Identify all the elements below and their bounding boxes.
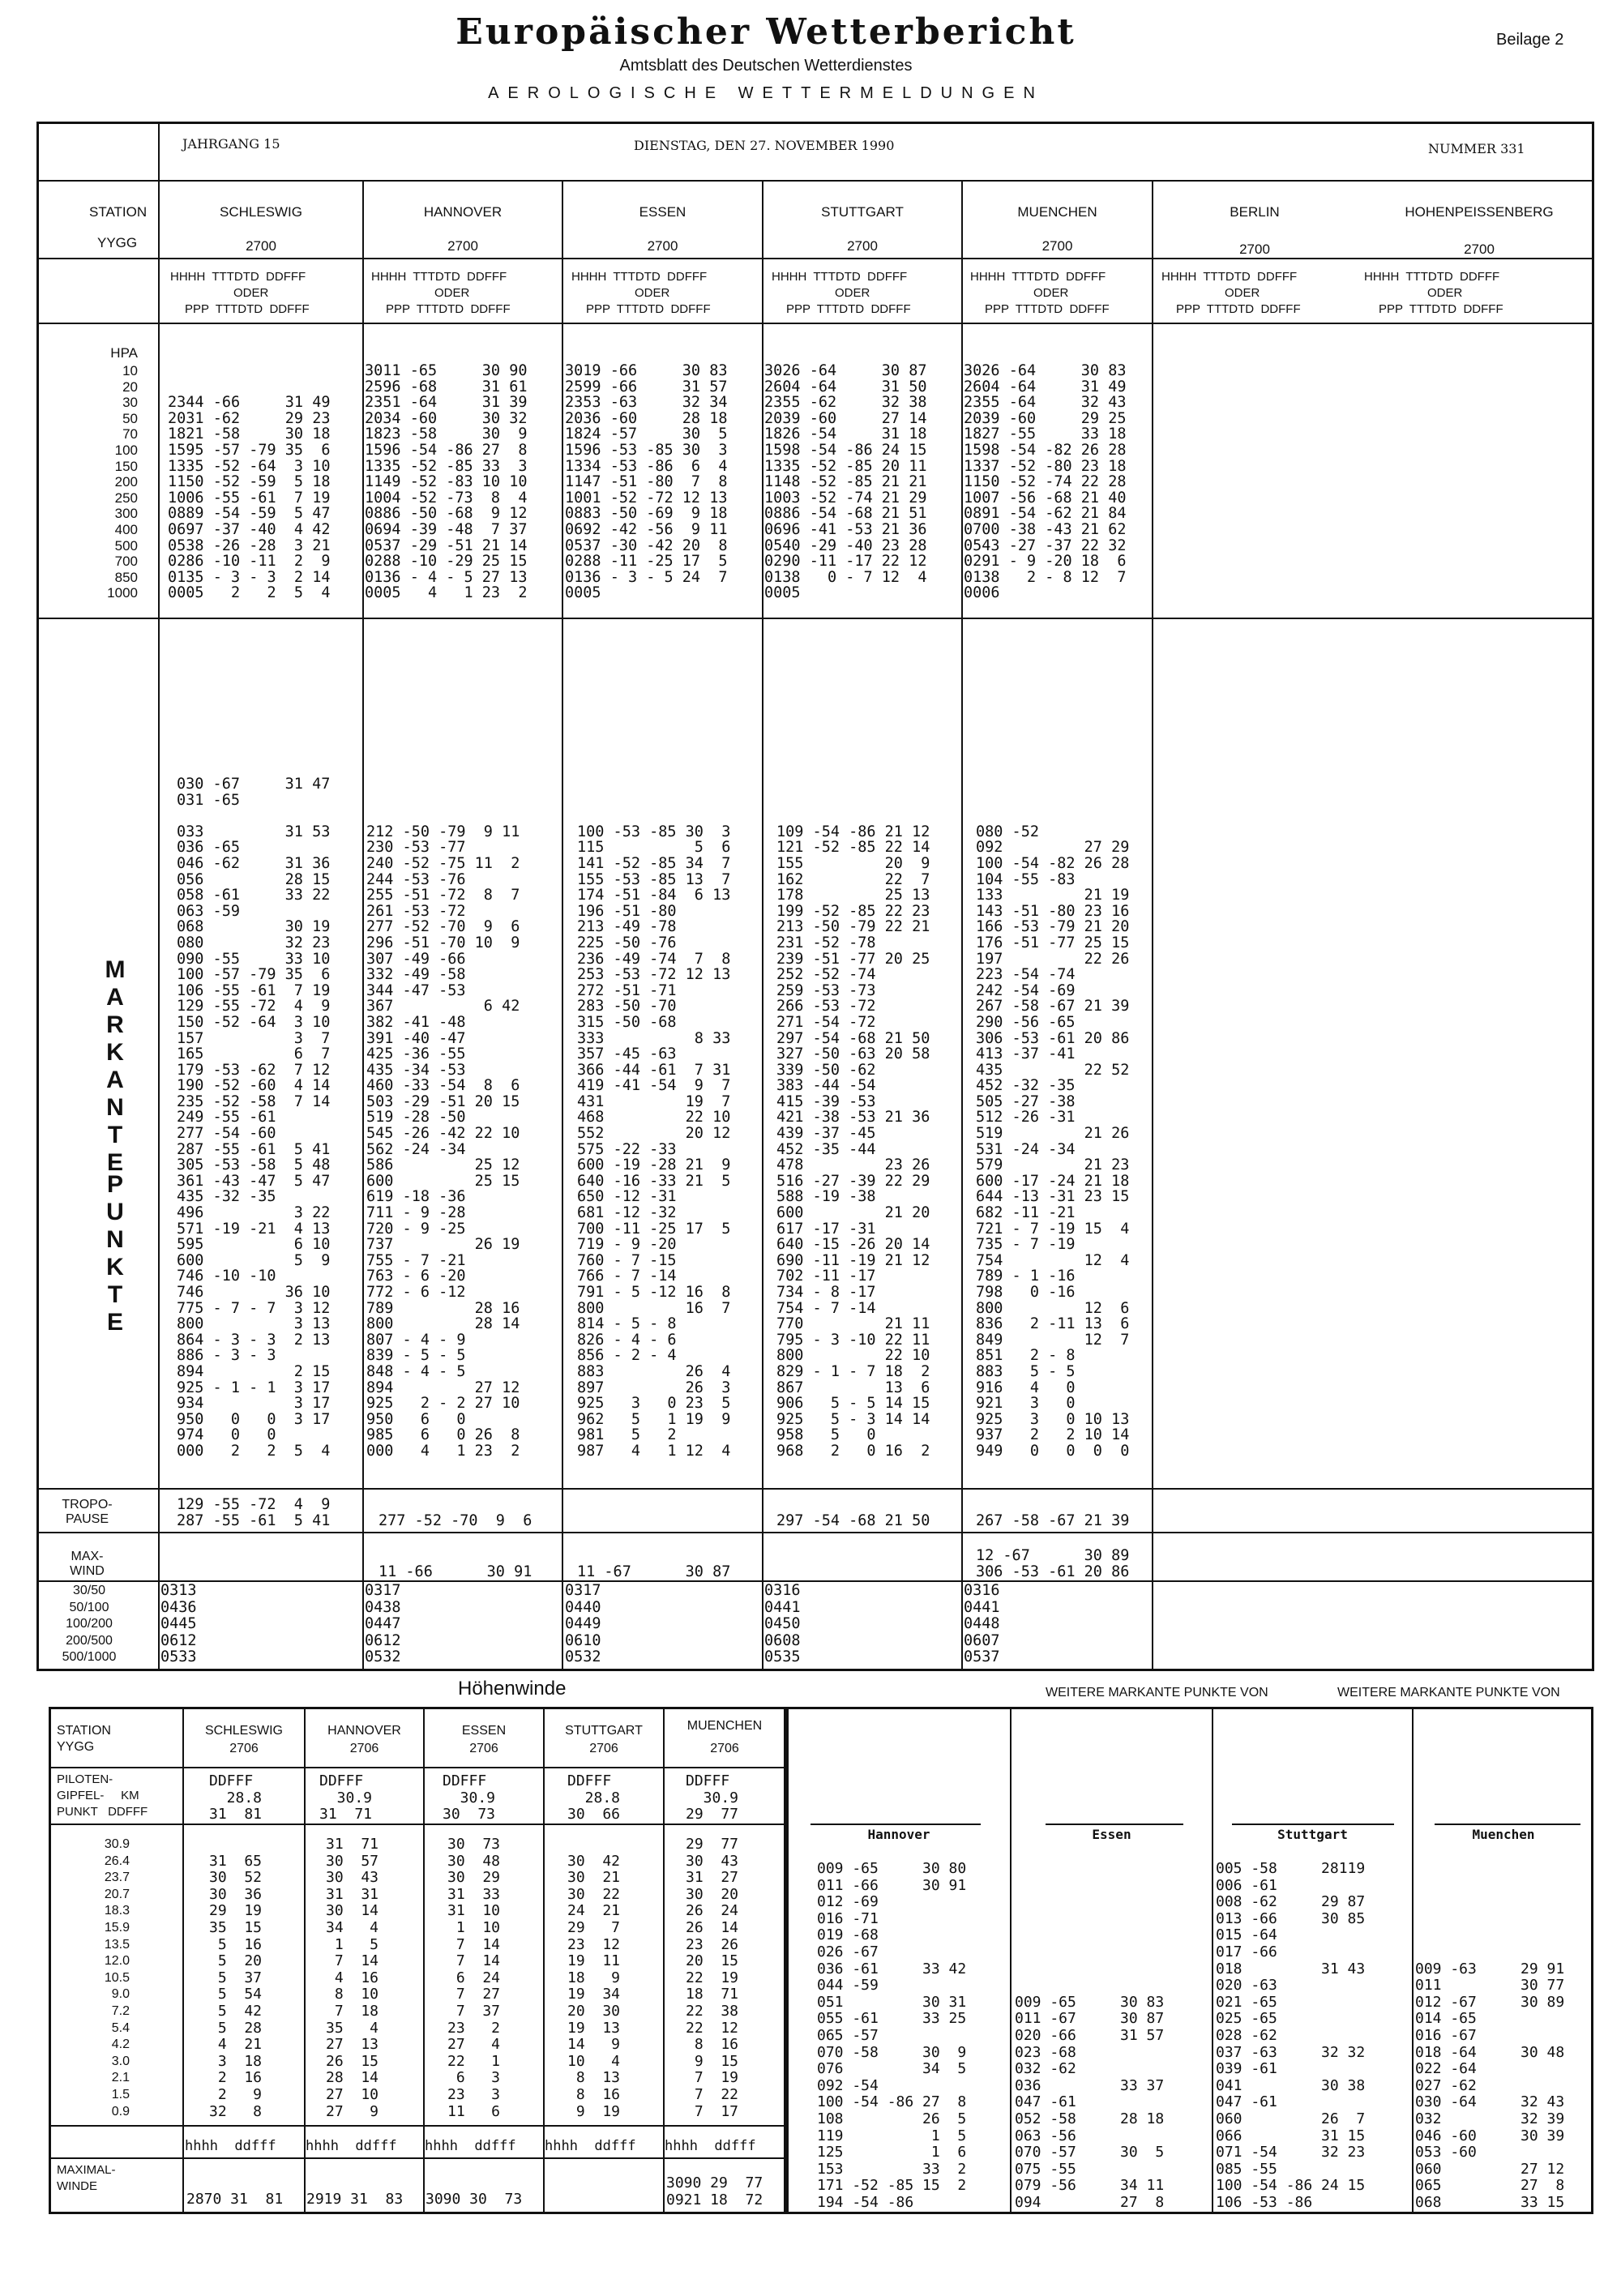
station-muenchen: MUENCHEN: [1017, 204, 1097, 220]
hw-station-stuttgart: STUTTGART: [565, 1724, 643, 1738]
thick-stuttgart: 0316 0441 0450 0608 0535: [764, 1582, 801, 1665]
grid-line: [36, 1532, 1594, 1533]
letter: K: [106, 1254, 124, 1281]
yygg-value: 2700: [1239, 242, 1270, 257]
yygg-value: 2700: [847, 238, 878, 254]
thick-essen: 0317 0440 0449 0610 0532: [565, 1582, 601, 1665]
weitere-station-muenchen: Muenchen: [1472, 1827, 1535, 1842]
page-subtitle: Amtsblatt des Deutschen Wetterdienstes: [619, 57, 913, 75]
grid-line: [362, 180, 364, 1671]
weitere-hannover: 009 -65 30 80 011 -66 30 91 012 -69 016 -71 019 -68 026 -67 036 -61 33 42 044 -59 051 30 31 055 -61 33 25 065 -57 070 -58 30 9 076 34 5 092 -54 100 -54 -86 27 8 108 26 5 119 1 5 125 1 6 153 33 2 171 -52 -85 15 2 194 -54 -86: [817, 1860, 967, 2211]
weitere-muenchen: 009 -63 29 91 011 30 77 012 -67 30 89 014 -65 016 -67 018 -64 30 48 022 -64 027 -62 030 -64 32 43 032 32 39 046 -60 30 39 053 -60 060 27 12 065 27 8 068 33 15: [1415, 1960, 1565, 2211]
grid-line: [49, 2125, 786, 2127]
hw-station-essen: ESSEN: [461, 1724, 507, 1738]
grid-line: [1010, 1707, 1012, 2214]
hw-station-muenchen: MUENCHEN: [686, 1719, 763, 1733]
column-header-top: HHHH TTTDTD DDFFF: [170, 270, 306, 284]
weitere-station-essen: Essen: [1092, 1827, 1131, 1842]
weitere-station-hannover: Hannover: [867, 1827, 930, 1842]
grid-line: [49, 2157, 786, 2159]
hpa-levels: 10 20 30 50 70 100 150 200 250 300 400 500 700 850 1000: [107, 363, 138, 601]
tropo-schleswig: 129 -55 -72 4 9 287 -55 -61 5 41: [177, 1496, 331, 1529]
hhhh-ddfff-header: hhhh ddfff: [425, 2138, 516, 2154]
column-header-bottom: PPP TTTDTD DDFFF: [1176, 302, 1301, 316]
column-header-mid: ODER: [233, 286, 269, 300]
pilot-muenchen: DDFFF 30.9 29 77: [686, 1772, 739, 1824]
markante-muenchen: 080 -52 092 27 29 100 -54 -82 26 28 104 -55 -83 133 21 19 143 -51 -80 23 16 166 -53 -79 21 20 176 -51 -77 25 15 197 22 26 223 -54 -74 242 -54 -69 267 -58 -67 21 39 290 -56 -65 306 -53 -61 20 86 413 -37 -41 435 22 52 452 -32 -35 505 -27 -38 512 -26 -31 519 21 26 531 -24 -34 579 21 23 600 -17 -24 21 18 644 -13 -31 23 15 682 -11 -21 721 - 7 -19 15 4 735 - 7 -19 754 12 4 789 - 1 -16 798 0 -16 800 12 6 836 2 -11 13 6 849 12 7 851 2 - 8 883 5 - 5 916 4 0 921 3 0 925 3 0 10 13 937 2 2 10 14 949 0 0 0 0: [976, 823, 1130, 1460]
grid-line: [158, 122, 160, 1671]
letter: T: [107, 1281, 123, 1308]
thick-muenchen: 0316 0441 0448 0607 0537: [964, 1582, 1000, 1665]
column-header-mid: ODER: [434, 286, 470, 300]
yygg-value: 2700: [1464, 242, 1495, 257]
pilot-stuttgart: DDFFF 28.8 30 66: [567, 1772, 621, 1824]
maximalwinde-label: MAXIMAL- WINDE: [57, 2163, 116, 2193]
column-header-mid: ODER: [835, 286, 870, 300]
hw-muenchen: 29 77 30 43 31 27 30 20 26 24 26 14 23 26 20 15 22 19 18 71 22 38 22 12 8 16 9 15 7 19 7 22 7 17: [686, 1836, 739, 2120]
hw-station-schleswig: SCHLESWIG: [204, 1724, 283, 1738]
pilot-label: PILOTEN- GIPFEL- KM PUNKT DDFFF: [57, 1772, 148, 1819]
markante-essen: 100 -53 -85 30 3 115 5 6 141 -52 -85 34 7 155 -53 -85 13 7 174 -51 -84 6 13 196 -51 -80 213 -49 -78 225 -50 -76 236 -49 -74 7 8 253 -53 -72 12 13 272 -51 -71 283 -50 -70 315 -50 -68 333 8 33 357 -45 -63 366 -44 -61 7 31 419 -41 -54 9 7 431 19 7 468 22 10 552 20 12 575 -22 -33 600 -19 -28 21 9 640 -16 -33 21 5 650 -12 -31 681 -12 -32 700 -11 -25 17 5 719 - 9 -20 760 - 7 -15 766 - 7 -14 791 - 5 -12 16 8 800 16 7 814 - 5 - 8 826 - 4 - 6 856 - 2 - 4 883 26 4 897 26 3 925 3 0 23 5 962 5 1 19 9 981 5 2 987 4 1 12 4: [577, 823, 731, 1460]
hw-yygg: 2706: [349, 1742, 379, 1755]
letter: E: [106, 1149, 123, 1176]
hhhh-ddfff-header: hhhh ddfff: [665, 2138, 756, 2154]
yygg-value: 2700: [1041, 238, 1073, 254]
grid-line: [49, 1824, 786, 1825]
tropo-hannover: 277 -52 -70 9 6: [379, 1511, 532, 1529]
yygg-value: 2700: [447, 238, 478, 254]
hw-yygg: 2706: [589, 1742, 618, 1755]
markante-stuttgart: 109 -54 -86 21 12 121 -52 -85 22 14 155 20 9 162 22 7 178 25 13 199 -52 -85 22 23 213 -50 -79 22 21 231 -52 -78 239 -51 -77 20 25 252 -52 -74 259 -53 -73 266 -53 -72 271 -54 -72 297 -54 -68 21 50 327 -50 -63 20 58 339 -50 -62 383 -44 -54 415 -39 -53 421 -38 -53 21 36 439 -37 -45 452 -35 -44 478 23 26 516 -27 -39 22 29 588 -19 -38 600 21 20 617 -17 -31 640 -15 -26 20 14 690 -11 -19 21 12 702 -11 -17 734 - 8 -17 754 - 7 -14 770 21 11 795 - 3 -10 22 11 800 22 10 829 - 1 - 7 18 2 867 13 6 906 5 - 5 14 15 925 5 - 3 14 14 958 5 0 968 2 0 16 2: [776, 823, 930, 1460]
markante-hannover: 212 -50 -79 9 11 230 -53 -77 240 -52 -75 11 2 244 -53 -76 255 -51 -72 8 7 261 -53 -72 277 -52 -70 9 6 296 -51 -70 10 9 307 -49 -66 332 -49 -58 344 -47 -53 367 6 42 382 -41 -48 391 -40 -47 425 -36 -55 435 -34 -53 460 -33 -54 8 6 503 -29 -51 20 15 519 -28 -50 545 -26 -42 22 10 562 -24 -34 586 25 12 600 25 15 619 -18 -36 711 - 9 -28 720 - 9 -25 737 26 19 755 - 7 -21 763 - 6 -20 772 - 6 -12 789 28 16 800 28 14 807 - 4 - 9 839 - 5 - 5 848 - 4 - 5 894 27 12 925 2 - 2 27 10 950 6 0 985 6 0 26 8 000 4 1 23 2: [366, 823, 520, 1460]
hpa-data-hannover: 3011 -65 30 90 2596 -68 31 61 2351 -64 31 39 2034 -60 30 32 1823 -58 30 9 1596 -54 -86 27 8 1335 -52 -85 33 3 1149 -52 -83 10 10 1004 -52 -73 8 4 0886 -50 -68 9 12 0694 -39 -48 7 37 0537 -29 -51 21 14 0288 -10 -29 25 15 0136 - 4 - 5 27 13 0005 4 1 23 2: [365, 362, 528, 602]
grid-line: [36, 618, 1594, 619]
jahrgang: JAHRGANG 15: [182, 136, 280, 152]
grid-line: [49, 1767, 786, 1768]
station-berlin: BERLIN: [1230, 204, 1280, 220]
letter: E: [106, 1309, 123, 1336]
hpa-data-muenchen: 3026 -64 30 83 2604 -64 31 49 2355 -64 32 43 2039 -60 29 25 1827 -55 33 18 1598 -54 -82 26 28 1337 -52 -80 23 18 1150 -52 -74 22 28 1007 -56 -68 21 40 0891 -54 -62 21 84 0700 -38 -43 21 62 0543 -27 -37 22 32 0291 - 9 -20 18 6 0138 2 - 8 12 7 0006: [964, 362, 1127, 602]
hpa-data-essen: 3019 -66 30 83 2599 -66 31 57 2353 -63 32 34 2036 -60 28 18 1824 -57 30 5 1596 -53 -85 30 3 1334 -53 -86 6 4 1147 -51 -80 7 8 1001 -52 -72 12 13 0883 -50 -69 9 18 0692 -42 -56 9 11 0537 -30 -42 20 8 0288 -11 -25 17 5 0136 - 3 - 5 24 7 0005: [565, 362, 728, 602]
thick-schleswig: 0313 0436 0445 0612 0533: [160, 1582, 197, 1665]
grid-line: [182, 1707, 184, 2214]
column-header-bottom: PPP TTTDTD DDFFF: [586, 302, 711, 316]
yygg-label: YYGG: [97, 235, 138, 250]
letter: R: [106, 1011, 124, 1038]
markante-schleswig: 030 -67 31 47 031 -65 033 31 53 036 -65 046 -62 31 36 056 28 15 058 -61 33 22 063 -59 068 30 19 080 32 23 090 -55 33 10 100 -57 -79 35 6 106 -55 -61 7 19 129 -55 -72 4 9 150 -52 -64 3 10 157 3 7 165 6 7 179 -53 -62 7 12 190 -52 -60 4 14 235 -52 -58 7 14 249 -55 -61 277 -54 -60 287 -55 -61 5 41 305 -53 -58 5 48 361 -43 -47 5 47 435 -32 -35 496 3 22 571 -19 -21 4 13 595 6 10 600 5 9 746 -10 -10 746 36 10 775 - 7 - 7 3 12 800 3 13 864 - 3 - 3 2 13 886 - 3 - 3 894 2 15 925 - 1 - 1 3 17 934 3 17 950 0 0 3 17 974 0 0 000 2 2 5 4: [177, 776, 331, 1460]
grid-line: [36, 258, 1594, 259]
column-header-top: HHHH TTTDTD DDFFF: [371, 270, 507, 284]
hpa-data-schleswig: 2344 -66 31 49 2031 -62 29 23 1821 -58 30 18 1595 -57 -79 35 6 1335 -52 -64 3 10 1150 -52 -59 5 18 1006 -55 -61 7 19 0889 -54 -59 5 47 0697 -37 -40 4 42 0538 -26 -28 3 21 0286 -10 -11 2 9 0135 - 3 - 3 2 14 0005 2 2 5 4: [168, 394, 331, 602]
hw-yygg: 2706: [229, 1742, 259, 1755]
column-header-mid: ODER: [1033, 286, 1069, 300]
weitere-essen: 009 -65 30 83 011 -67 30 87 020 -66 31 57 023 -68 032 -62 036 33 37 047 -61 052 -58 28 18 063 -56 070 -57 30 5 075 -55 079 -56 34 11 094 27 8: [1015, 1993, 1165, 2211]
hpa-label: HPA: [110, 345, 138, 361]
section-title: AEROLOGISCHE WETTERMELDUNGEN: [488, 84, 1044, 102]
grid-line: [762, 180, 763, 1671]
letter: A: [106, 1067, 124, 1093]
issue-number: NUMMER 331: [1428, 141, 1525, 156]
grid-line: [36, 323, 1594, 324]
punkte-letters: [99, 1171, 131, 1336]
divider: [1232, 1824, 1394, 1825]
letter: K: [106, 1039, 124, 1066]
station-hohenpeissenberg: HOHENPEISSENBERG: [1405, 204, 1554, 220]
hpa-data-stuttgart: 3026 -64 30 87 2604 -64 31 50 2355 -62 32 38 2039 -60 27 14 1826 -54 31 18 1598 -54 -86 24 15 1335 -52 -85 20 11 1148 -52 -85 21 21 1003 -52 -74 21 29 0886 -54 -68 21 51 0696 -41 -53 21 36 0540 -29 -40 23 28 0290 -11 -17 22 12 0138 0 - 7 12 4 0005: [764, 362, 927, 602]
column-header-top: HHHH TTTDTD DDFFF: [571, 270, 708, 284]
pilot-hannover: DDFFF 30.9 31 71: [319, 1772, 373, 1824]
station-stuttgart: STUTTGART: [821, 204, 904, 220]
letter: N: [106, 1094, 124, 1121]
letter: N: [106, 1226, 124, 1253]
divider: [1046, 1824, 1183, 1825]
grid-line: [1152, 180, 1153, 1671]
pilot-essen: DDFFF 30.9 30 73: [443, 1772, 496, 1824]
maxwind-hannover: 11 -66 30 91: [379, 1563, 532, 1580]
hhhh-ddfff-header: hhhh ddfff: [545, 2138, 636, 2154]
letter: T: [107, 1122, 123, 1148]
hw-hannover: 31 71 30 57 30 43 31 31 30 14 34 4 1 5 7 14 4 16 8 10 7 18 35 4 27 13 26 15 28 14 27 10 27 9: [326, 1836, 379, 2120]
divider: [810, 1824, 981, 1825]
weitere-heading-1: WEITERE MARKANTE PUNKTE VON: [1046, 1686, 1268, 1700]
station-hannover: HANNOVER: [423, 204, 503, 220]
column-header-mid: ODER: [1427, 286, 1463, 300]
beilage-label: Beilage 2: [1496, 31, 1564, 49]
maxwinde-essen: 3090 30 73: [426, 2191, 523, 2208]
grid-line: [36, 180, 1594, 182]
column-header-bottom: PPP TTTDTD DDFFF: [185, 302, 310, 316]
hw-levels: 30.9 26.4 23.7 20.7 18.3 15.9 13.5 12.0 10.5 9.0 7.2 5.4 4.2 3.0 2.1 1.5 0.9: [104, 1837, 130, 2119]
hoehenwinde-title: Höhenwinde: [458, 1678, 567, 1700]
hhhh-ddfff-header: hhhh ddfff: [306, 2138, 397, 2154]
maxwind-label: MAX- WIND: [70, 1550, 105, 1578]
thickness-labels: 30/50 50/100 100/200 200/500 500/1000: [62, 1584, 117, 1664]
column-header-mid: ODER: [635, 286, 670, 300]
station-essen: ESSEN: [639, 204, 686, 220]
weitere-station-stuttgart: Stuttgart: [1277, 1827, 1348, 1842]
column-header-bottom: PPP TTTDTD DDFFF: [985, 302, 1110, 316]
grid-line: [562, 180, 563, 1671]
column-header-top: HHHH TTTDTD DDFFF: [970, 270, 1106, 284]
markante-letters: [99, 956, 131, 1177]
column-header-top: HHHH TTTDTD DDFFF: [1364, 270, 1500, 284]
maxwinde-schleswig: 2870 31 81: [186, 2191, 284, 2208]
column-header-bottom: PPP TTTDTD DDFFF: [1379, 302, 1503, 316]
hw-stuttgart: 30 42 30 21 30 22 24 21 29 7 23 12 19 11 18 9 19 34 20 30 19 13 14 9 10 4 8 13 8 16 9 19: [567, 1852, 621, 2120]
column-header-mid: ODER: [1225, 286, 1260, 300]
column-header-top: HHHH TTTDTD DDFFF: [772, 270, 908, 284]
maxwind-muenchen: 12 -67 30 89 306 -53 -61 20 86: [976, 1547, 1130, 1580]
page-title: Europäischer Wetterbericht: [456, 11, 1076, 53]
maxwinde-hannover: 2919 31 83: [306, 2191, 404, 2208]
yygg-value: 2700: [246, 238, 276, 254]
tropo-muenchen: 267 -58 -67 21 39: [976, 1511, 1130, 1529]
hw-station-label: STATION YYGG: [57, 1724, 111, 1754]
weitere-stuttgart: 005 -58 28119 006 -61 008 -62 29 87 013 -66 30 85 015 -64 017 -66 018 31 43 020 -63 021 -65 025 -65 028 -62 037 -63 32 32 039 -61 041 30 38 047 -61 060 26 7 066 31 15 071 -54 32 23 085 -55 100 -54 -86 24 15 106 -53 -86: [1216, 1860, 1366, 2211]
column-header-bottom: PPP TTTDTD DDFFF: [786, 302, 911, 316]
column-header-top: HHHH TTTDTD DDFFF: [1161, 270, 1298, 284]
grid-line: [961, 180, 963, 1671]
station-label: STATION: [89, 204, 148, 220]
divider: [1435, 1824, 1580, 1825]
thick-hannover: 0317 0438 0447 0612 0532: [365, 1582, 401, 1665]
tropopause-label: TROPO- PAUSE: [62, 1498, 113, 1526]
column-header-bottom: PPP TTTDTD DDFFF: [386, 302, 511, 316]
yygg-value: 2700: [647, 238, 678, 254]
letter: A: [106, 984, 124, 1011]
hw-yygg: 2706: [469, 1742, 498, 1755]
weitere-heading-2: WEITERE MARKANTE PUNKTE VON: [1337, 1686, 1560, 1700]
maxwinde-muenchen: 3090 29 77 0921 18 72: [666, 2174, 763, 2208]
hw-schleswig: 31 65 30 52 30 36 29 19 35 15 5 16 5 20 5 37 5 54 5 42 5 28 4 21 3 18 2 16 2 9 32 8: [209, 1852, 263, 2120]
hw-yygg: 2706: [710, 1742, 739, 1755]
letter: P: [106, 1171, 123, 1198]
grid-line: [1412, 1707, 1414, 2214]
pilot-schleswig: DDFFF 28.8 31 81: [209, 1772, 263, 1824]
hhhh-ddfff-header: hhhh ddfff: [185, 2138, 276, 2154]
tropo-stuttgart: 297 -54 -68 21 50: [776, 1511, 930, 1529]
grid-line: [36, 1580, 1594, 1582]
letter: M: [105, 956, 126, 983]
grid-line: [1212, 1707, 1213, 2214]
issue-date: DIENSTAG, DEN 27. NOVEMBER 1990: [634, 138, 895, 153]
maxwind-essen: 11 -67 30 87: [577, 1563, 731, 1580]
hw-station-hannover: HANNOVER: [327, 1724, 401, 1738]
grid-line: [36, 1488, 1594, 1490]
station-schleswig: SCHLESWIG: [219, 204, 303, 220]
letter: U: [106, 1199, 124, 1225]
hw-essen: 30 73 30 48 30 29 31 33 31 10 1 10 7 14 7 14 6 24 7 27 7 37 23 2 27 4 22 1 6 3 23 3 11 6: [447, 1836, 501, 2120]
